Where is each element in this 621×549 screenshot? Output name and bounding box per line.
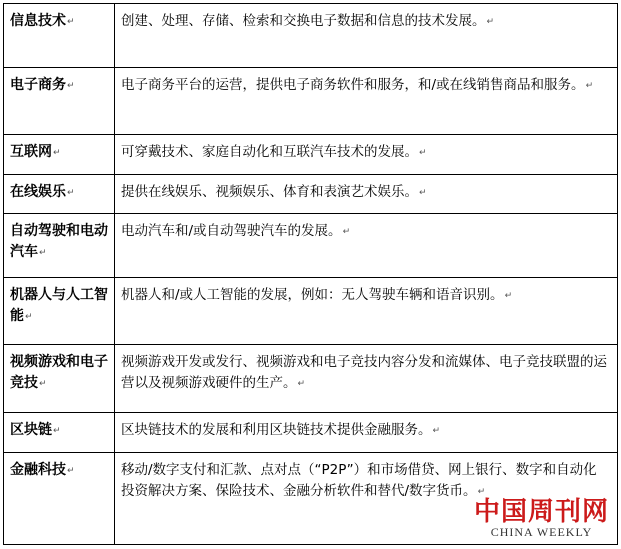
china-weekly-watermark: [474, 498, 609, 539]
table-row: [4, 135, 618, 175]
paragraph-mark-icon: ↵: [67, 466, 75, 476]
paragraph-mark-icon: ↵: [53, 426, 61, 436]
paragraph-mark-icon: ↵: [39, 379, 47, 389]
category-cell: [4, 453, 115, 545]
table-row: [4, 214, 618, 278]
paragraph-mark-icon: ↵: [504, 291, 513, 301]
description-text: 可穿戴技术、家庭自动化和互联汽车技术的发展。: [121, 144, 418, 160]
table-row: [4, 68, 618, 135]
paragraph-mark-icon: ↵: [67, 81, 75, 91]
description-cell: [115, 175, 618, 214]
category-label: 区块链: [10, 422, 52, 438]
category-label: 在线娱乐: [10, 184, 66, 200]
paragraph-mark-icon: ↵: [67, 188, 75, 198]
table-row: [4, 413, 618, 453]
category-label: 信息技术: [10, 13, 66, 29]
category-label: 自动驾驶和电动汽车: [10, 223, 108, 260]
watermark-subtitle: CHINA WEEKLY: [490, 525, 593, 539]
paragraph-mark-icon: ↵: [67, 17, 75, 27]
description-text: 区块链技术的发展和利用区块链技术提供金融服务。: [121, 422, 432, 438]
category-cell: [4, 175, 115, 214]
paragraph-mark-icon: ↵: [53, 148, 61, 158]
category-label: 机器人与人工智能: [10, 287, 108, 324]
category-cell: [4, 413, 115, 453]
description-text: 视频游戏开发或发行、视频游戏和电子竞技内容分发和流媒体、电子竞技联盟的运营以及视频游戏硬件的生产。: [121, 354, 607, 391]
table-body: [4, 4, 618, 545]
category-cell: [4, 278, 115, 345]
paragraph-mark-icon: ↵: [342, 227, 351, 237]
paragraph-mark-icon: ↵: [432, 426, 441, 436]
category-cell: [4, 214, 115, 278]
table-row: [4, 175, 618, 214]
table-row: [4, 345, 618, 413]
category-label: 互联网: [10, 144, 52, 160]
description-text: 电子商务平台的运营，提供电子商务软件和服务，和/或在线销售商品和服务。: [121, 77, 585, 93]
description-cell: [115, 214, 618, 278]
paragraph-mark-icon: ↵: [297, 379, 306, 389]
description-text: 机器人和/或人工智能的发展，例如：无人驾驶车辆和语音识别。: [121, 287, 504, 303]
paragraph-mark-icon: ↵: [486, 17, 495, 27]
description-text: 提供在线娱乐、视频娱乐、体育和表演艺术娱乐。: [121, 184, 418, 200]
table-row: [4, 278, 618, 345]
table-row: [4, 4, 618, 68]
category-cell: [4, 68, 115, 135]
category-cell: [4, 135, 115, 175]
category-label: 金融科技: [10, 462, 66, 478]
description-text: 创建、处理、存储、检索和交换电子数据和信息的技术发展。: [121, 13, 486, 29]
description-cell: [115, 278, 618, 345]
category-label: 电子商务: [10, 77, 66, 93]
category-cell: [4, 4, 115, 68]
paragraph-mark-icon: ↵: [39, 248, 47, 258]
description-text: 电动汽车和/或自动驾驶汽车的发展。: [121, 223, 342, 239]
description-cell: [115, 413, 618, 453]
description-cell: [115, 4, 618, 68]
paragraph-mark-icon: ↵: [25, 312, 33, 322]
description-cell: [115, 68, 618, 135]
watermark-title: 中国周刊网: [473, 497, 609, 527]
paragraph-mark-icon: ↵: [419, 148, 427, 158]
industry-table: [3, 3, 618, 545]
paragraph-mark-icon: ↵: [477, 487, 486, 497]
paragraph-mark-icon: ↵: [585, 81, 594, 91]
category-label: 视频游戏和电子竞技: [10, 354, 108, 391]
paragraph-mark-icon: ↵: [419, 188, 427, 198]
description-cell: [115, 135, 618, 175]
description-text: 移动/数字支付和汇款、点对点（“P2P”）和市场借贷、网上银行、数字和自动化投资解决方案、保险技术、金融分析软件和替代/数字货币。: [121, 462, 597, 499]
category-cell: [4, 345, 115, 413]
description-cell: [115, 345, 618, 413]
